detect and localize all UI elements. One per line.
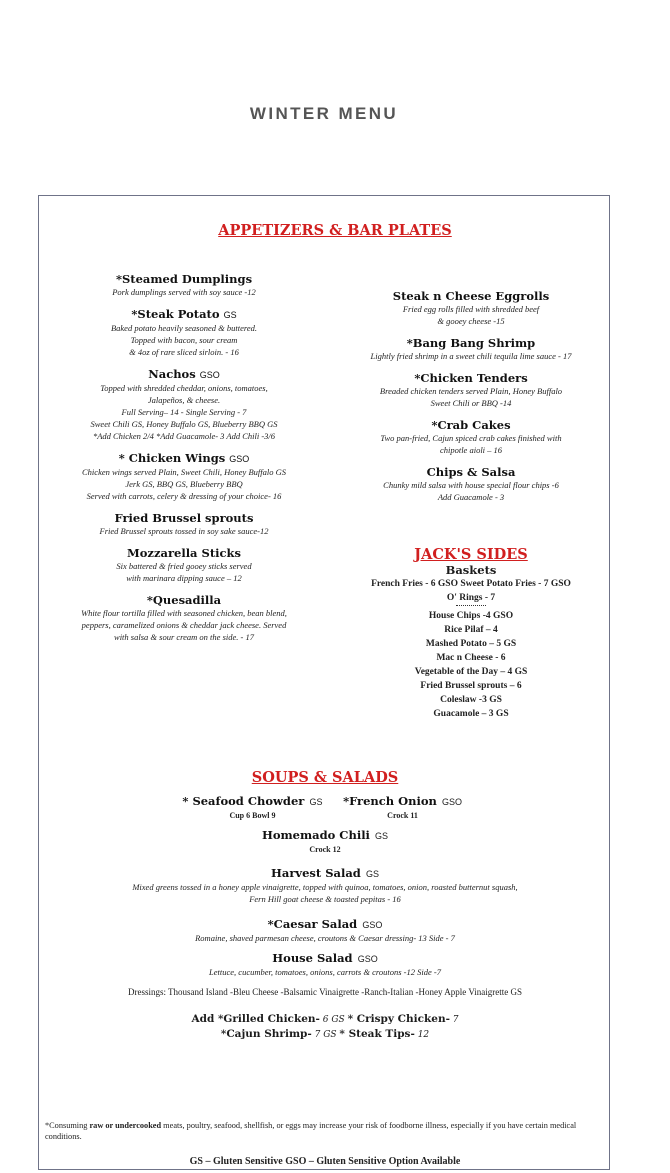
item-name: House Salad <box>272 951 353 965</box>
item-desc: Baked potato heavily seasoned & buttered. Topped with bacon, sour cream & 4oz of rare sliced sirloin. - 16 <box>110 323 258 357</box>
item-desc: Fried Brussel sprouts tossed in soy sake sauce-12 <box>99 526 269 536</box>
item-name: *Caesar Salad <box>267 917 358 931</box>
menu-item <box>339 418 603 456</box>
menu-item <box>339 289 603 327</box>
item-name: *French Onion <box>343 794 437 808</box>
item-desc: Pork dumplings served with soy sauce -12 <box>112 287 256 297</box>
sides-section <box>339 546 603 721</box>
item-desc: Lettuce, cucumber, tomatoes, onions, carrots & croutons -12 Side -7 <box>209 967 441 977</box>
item-name-line <box>53 307 315 322</box>
item-sizes: Crock 11 <box>387 811 418 820</box>
dressings <box>69 986 581 999</box>
item-sizes: Cup 6 Bowl 9 <box>229 811 276 820</box>
item-name: Fried Brussel sprouts <box>114 511 254 525</box>
menu-item <box>53 307 315 358</box>
harvest-salad <box>99 862 551 905</box>
gluten-legend: GS – Gluten Sensitive GSO – Gluten Sensitive Option Available <box>189 1156 461 1167</box>
item-tag: GSO <box>357 954 378 964</box>
menu-item <box>53 546 315 584</box>
item-name: *Steak Potato <box>131 307 220 321</box>
add-ons-line-1 <box>99 1012 551 1027</box>
sides-heading: JACK'S SIDES <box>414 546 528 563</box>
item-name-line <box>339 418 603 432</box>
menu-item <box>53 367 315 442</box>
crispy-chicken-price: 7 <box>449 1015 459 1025</box>
grilled-chicken: Add *Grilled Chicken- <box>191 1013 320 1025</box>
side-item: Coleslaw -3 GS <box>440 695 502 705</box>
item-tag: GSO <box>229 454 250 464</box>
page-title: WINTER MENU <box>249 104 399 123</box>
foodborne-illness-notice <box>45 1120 605 1142</box>
item-sizes: Crock 12 <box>309 845 341 854</box>
side-item: House Chips -4 GSO <box>428 611 514 621</box>
onion-rings: O' Rings - 7 <box>446 593 496 603</box>
item-desc: Chunky mild salsa with house special flour chips -6 Add Guacamole - 3 <box>383 480 559 502</box>
item-tag: GS <box>309 797 323 807</box>
side-item: Fried Brussel sprouts – 6 <box>420 681 522 691</box>
item-tag: GS <box>223 310 237 320</box>
side-item: Guacamole – 3 GS <box>433 709 509 719</box>
item-name-line <box>53 511 315 525</box>
french-onion <box>333 790 473 822</box>
item-desc: Fried egg rolls filled with shredded beef & gooey cheese -15 <box>402 304 540 326</box>
item-name: *Crab Cakes <box>431 418 511 432</box>
item-desc: Two pan-fried, Cajun spiced crab cakes finished with chipotle aioli – 16 <box>380 433 562 455</box>
side-item: Rice Pilaf – 4 <box>444 625 498 635</box>
notice-post: meats, poultry, seafood, shellfish, or eggs may increase your risk of foodborne illness, especially if you have certain medical conditions. <box>45 1121 577 1141</box>
item-name: *Chicken Tenders <box>414 371 528 385</box>
item-tag: GS <box>375 831 389 841</box>
item-tag: GSO <box>362 920 383 930</box>
soups-row <box>99 790 551 822</box>
dressings-line: Dressings: Thousand Island -Bleu Cheese -Balsamic Vinaigrette -Ranch-Italian -Honey Apple Vinaigrette GS <box>127 987 523 997</box>
seafood-chowder <box>177 790 327 822</box>
menu-item <box>53 451 315 502</box>
caesar-salad <box>99 913 551 944</box>
notice-bold: raw or undercooked <box>89 1121 162 1130</box>
house-salad <box>99 947 551 978</box>
item-name-line <box>339 336 603 350</box>
item-name-line <box>339 289 603 303</box>
item-name: Homemado Chili <box>261 828 370 842</box>
item-desc: Six battered & fried gooey sticks served with marinara dipping sauce – 12 <box>116 561 252 583</box>
item-name: * Chicken Wings <box>118 451 226 465</box>
side-item: Vegetable of the Day – 4 GS <box>414 667 528 677</box>
item-name: Mozzarella Sticks <box>127 546 241 560</box>
steak-tips: * Steak Tips- <box>339 1028 415 1040</box>
menu-item <box>53 593 315 643</box>
item-name-line <box>339 465 603 479</box>
item-desc: Breaded chicken tenders served Plain, Honey Buffalo Sweet Chili or BBQ -14 <box>379 386 563 408</box>
item-name-line <box>339 371 603 385</box>
sides-list <box>339 609 603 721</box>
item-tag: GSO <box>442 797 463 807</box>
item-desc: White flour tortilla filled with seasoned chicken, bean blend, peppers, caramelized onions & cheddar jack cheese. Served with salsa & sour cream on the side. - 17 <box>81 608 287 642</box>
menu-item <box>53 272 315 298</box>
item-name: Steak n Cheese Eggrolls <box>392 289 550 303</box>
item-name-line <box>53 272 315 286</box>
menu-item <box>339 336 603 362</box>
item-desc: Topped with shredded cheddar, onions, tomatoes, Jalapeños, & cheese. Full Serving– 14 - Single Serving - 7 Sweet Chili GS, Honey Buffalo GS, Blueberry BBQ GS *Add Chicken 2/4 *Add Guacamole- 3 Add Chili -3/6 <box>90 383 278 441</box>
add-ons-line-2 <box>99 1027 551 1042</box>
appetizers-left-column <box>53 272 315 652</box>
grilled-chicken-price: 6 GS <box>319 1015 348 1025</box>
item-name-line <box>53 593 315 607</box>
appetizers-right-column <box>339 289 603 512</box>
baskets-label: Baskets <box>445 563 497 577</box>
cajun-shrimp: *Cajun Shrimp- <box>220 1028 312 1040</box>
item-name-line <box>53 546 315 560</box>
item-name: * Seafood Chowder <box>182 794 305 808</box>
item-name: *Quesadilla <box>146 593 222 607</box>
item-tag: GS <box>365 869 379 879</box>
item-name: *Steamed Dumplings <box>115 272 253 286</box>
item-name: Chips & Salsa <box>426 465 516 479</box>
item-name: Nachos <box>148 367 196 381</box>
baskets-line: French Fries - 6 GSO Sweet Potato Fries - 7 GSO <box>371 579 571 589</box>
homemade-chili <box>99 824 551 856</box>
item-name: Harvest Salad <box>271 866 361 880</box>
notice-pre: *Consuming <box>45 1121 90 1130</box>
menu-item <box>339 371 603 409</box>
side-item: Mashed Potato – 5 GS <box>425 639 517 649</box>
item-desc: Romaine, shaved parmesan cheese, croutons & Caesar dressing- 13 Side - 7 <box>195 933 455 943</box>
crispy-chicken: * Crispy Chicken- <box>347 1013 450 1025</box>
menu-image <box>38 195 610 1170</box>
item-name-line <box>53 451 315 466</box>
item-name: *Bang Bang Shrimp <box>406 336 536 350</box>
steak-tips-price: 12 <box>414 1030 430 1040</box>
item-name-line <box>53 367 315 382</box>
cajun-shrimp-price: 7 GS <box>311 1030 340 1040</box>
appetizers-heading: APPETIZERS & BAR PLATES <box>218 222 452 239</box>
item-desc: Mixed greens tossed in a honey apple vinaigrette, topped with quinoa, tomatoes, onion, roasted butternut squash, Fern Hill goat cheese & toasted pepitas - 16 <box>132 882 518 904</box>
menu-item <box>53 511 315 537</box>
menu-item <box>339 465 603 503</box>
add-ons <box>99 1012 551 1042</box>
side-item: Mac n Cheese - 6 <box>436 653 506 663</box>
item-desc: Lightly fried shrimp in a sweet chili tequila lime sauce - 17 <box>370 351 572 361</box>
item-tag: GSO <box>199 370 220 380</box>
soups-heading: SOUPS & SALADS <box>251 769 399 786</box>
item-desc: Chicken wings served Plain, Sweet Chili, Honey Buffalo GS Jerk GS, BBQ GS, Blueberry BBQ Served with carrots, celery & dressing of your choice- 16 <box>82 467 286 501</box>
